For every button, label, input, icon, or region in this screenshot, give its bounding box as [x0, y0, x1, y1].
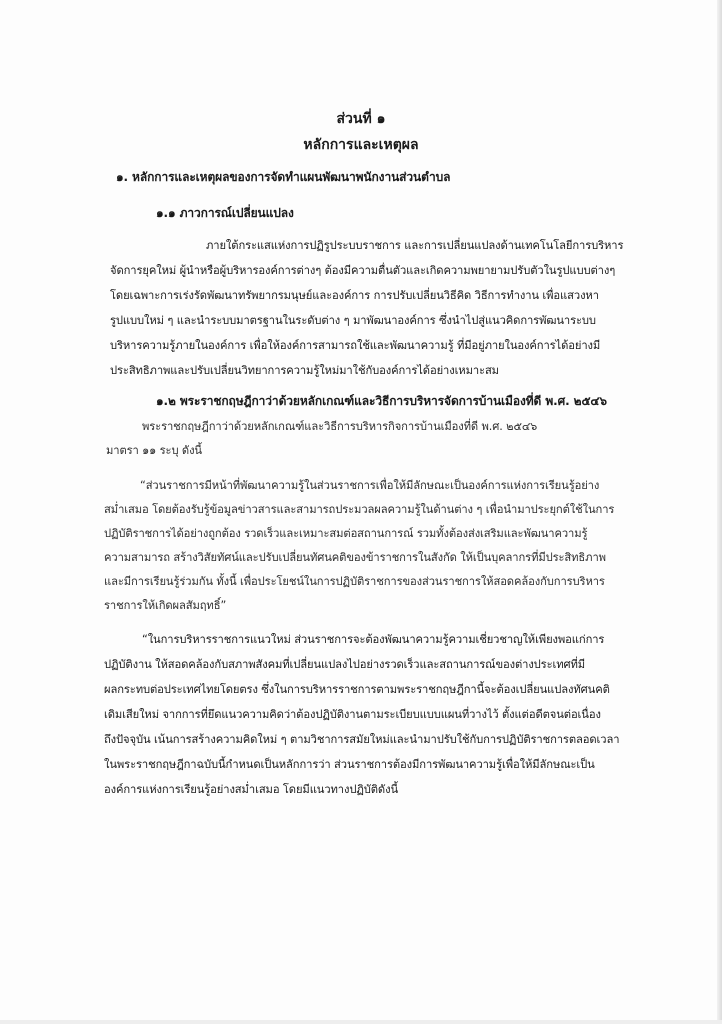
paragraph-line: โดยเฉพาะการเร่งรัดพัฒนาทรัพยากรมนุษย์และองค์การ การปรับเปลี่ยนวิธีคิด วิธีการทำงาน เพื่อแสวงหา: [110, 289, 599, 302]
paragraph-line: ภายใต้กระแสแห่งการปฏิรูประบบราชการ และการเปลี่ยนแปลงด้านเทคโนโลยีการบริหาร: [206, 239, 624, 252]
quote-line: ความสามารถ สร้างวิสัยทัศน์และปรับเปลี่ยนทัศนคติของข้าราชการในสังกัด ให้เป็นบุคลากรที่มีประสิทธิภาพ: [104, 551, 606, 564]
section-11-line: มาตรา ๑๑ ระบุ ดังนี้: [106, 444, 202, 457]
subsection-1-2-heading: ๑.๒ พระราชกฤษฎีกาว่าด้วยหลักเกณฑ์และวิธีการบริหารจัดการบ้านเมืองที่ดี พ.ศ. ๒๕๔๖: [156, 394, 607, 408]
quote-line: ปฏิบัติงาน ให้สอดคล้องกับสภาพสังคมที่เปลี่ยนแปลงไปอย่างรวดเร็วและสถานการณ์ของต่างประเทศที่มี: [104, 658, 586, 671]
quote-line: “ในการบริหารราชการแนวใหม่ ส่วนราชการจะต้องพัฒนาความรู้ความเชี่ยวชาญให้เพียงพอแก่การ: [142, 633, 605, 646]
scan-edge-bottom: [0, 1020, 722, 1024]
quote-line: “ส่วนราชการมีหน้าที่พัฒนาความรู้ในส่วนราชการเพื่อให้มีลักษณะเป็นองค์การแห่งการเรียนรู้อย่าง: [140, 479, 600, 492]
quote-line: ผลกระทบต่อประเทศไทยโดยตรง ซึ่งในการบริหารราชการตามพระราชกฤษฎีกานี้จะต้องเปลี่ยนแปลงทัศนคติ: [104, 683, 610, 696]
part-title: หลักการและเหตุผล: [303, 137, 419, 153]
quote-line: ถึงปัจจุบัน เน้นการสร้างความคิดใหม่ ๆ ตามวิชาการสมัยใหม่และนำมาปรับใช้กับการปฏิบัติราชการตลอดเวลา: [104, 733, 620, 746]
quote-line: สม่ำเสมอ โดยต้องรับรู้ข้อมูลข่าวสารและสามารถประมวลผลความรู้ในด้านต่าง ๆ เพื่อนำมาประยุกต์ใช้ในการ: [104, 503, 615, 516]
paragraph-line: บริหารความรู้ภายในองค์การ เพื่อให้องค์การสามารถใช้และพัฒนาความรู้ ที่มีอยู่ภายในองค์การได้อย่างมี: [110, 339, 601, 352]
part-number: ส่วนที่ ๑: [336, 111, 386, 127]
quote-line: องค์การแห่งการเรียนรู้อย่างสม่ำเสมอ โดยมีแนวทางปฏิบัติดังนี้: [104, 783, 399, 796]
section-1-heading: ๑. หลักการและเหตุผลของการจัดทำแผนพัฒนาพนักงานส่วนตำบล: [116, 170, 451, 184]
paragraph-line: รูปแบบใหม่ ๆ และนำระบบมาตรฐานในระดับต่าง ๆ มาพัฒนาองค์การ ซึ่งนำไปสู่แนวคิดการพัฒนาระบบ: [110, 314, 596, 327]
decree-title-line: พระราชกฤษฎีกาว่าด้วยหลักเกณฑ์และวิธีการบริหารกิจการบ้านเมืองที่ดี พ.ศ. ๒๕๔๖: [142, 420, 538, 433]
subsection-1-1-heading: ๑.๑ ภาวการณ์เปลี่ยนแปลง: [156, 206, 294, 220]
quote-line: ราชการให้เกิดผลสัมฤทธิ์”: [104, 599, 227, 612]
quote-line: ปฏิบัติราชการได้อย่างถูกต้อง รวดเร็วและเหมาะสมต่อสถานการณ์ รวมทั้งต้องส่งเสริมและพัฒนาความรู้: [104, 527, 588, 540]
quote-line: ในพระราชกฤษฎีกาฉบับนี้กำหนดเป็นหลักการว่า ส่วนราชการต้องมีการพัฒนาความรู้เพื่อให้มีลักษณะเป็น: [104, 758, 595, 771]
paragraph-line: ประสิทธิภาพและปรับเปลี่ยนวิทยาการความรู้ใหม่มาใช้กับองค์การได้อย่างเหมาะสม: [110, 364, 499, 377]
quote-line: และมีการเรียนรู้ร่วมกัน ทั้งนี้ เพื่อประโยชน์ในการปฏิบัติราชการของส่วนราชการให้สอดคล้องกับการบริหาร: [104, 575, 605, 588]
quote-line: เดิมเสียใหม่ จากการที่ยึดแนวความคิดว่าต้องปฏิบัติงานตามระเบียบแบบแผนที่วางไว้ ตั้งแต่อดีตจนต่อเนื่อง: [104, 708, 601, 721]
paragraph-line: จัดการยุคใหม่ ผู้นำหรือผู้บริหารองค์การต่างๆ ต้องมีความตื่นตัวและเกิดความพยายามปรับตัวในรูปแบบต่างๆ: [110, 264, 616, 277]
